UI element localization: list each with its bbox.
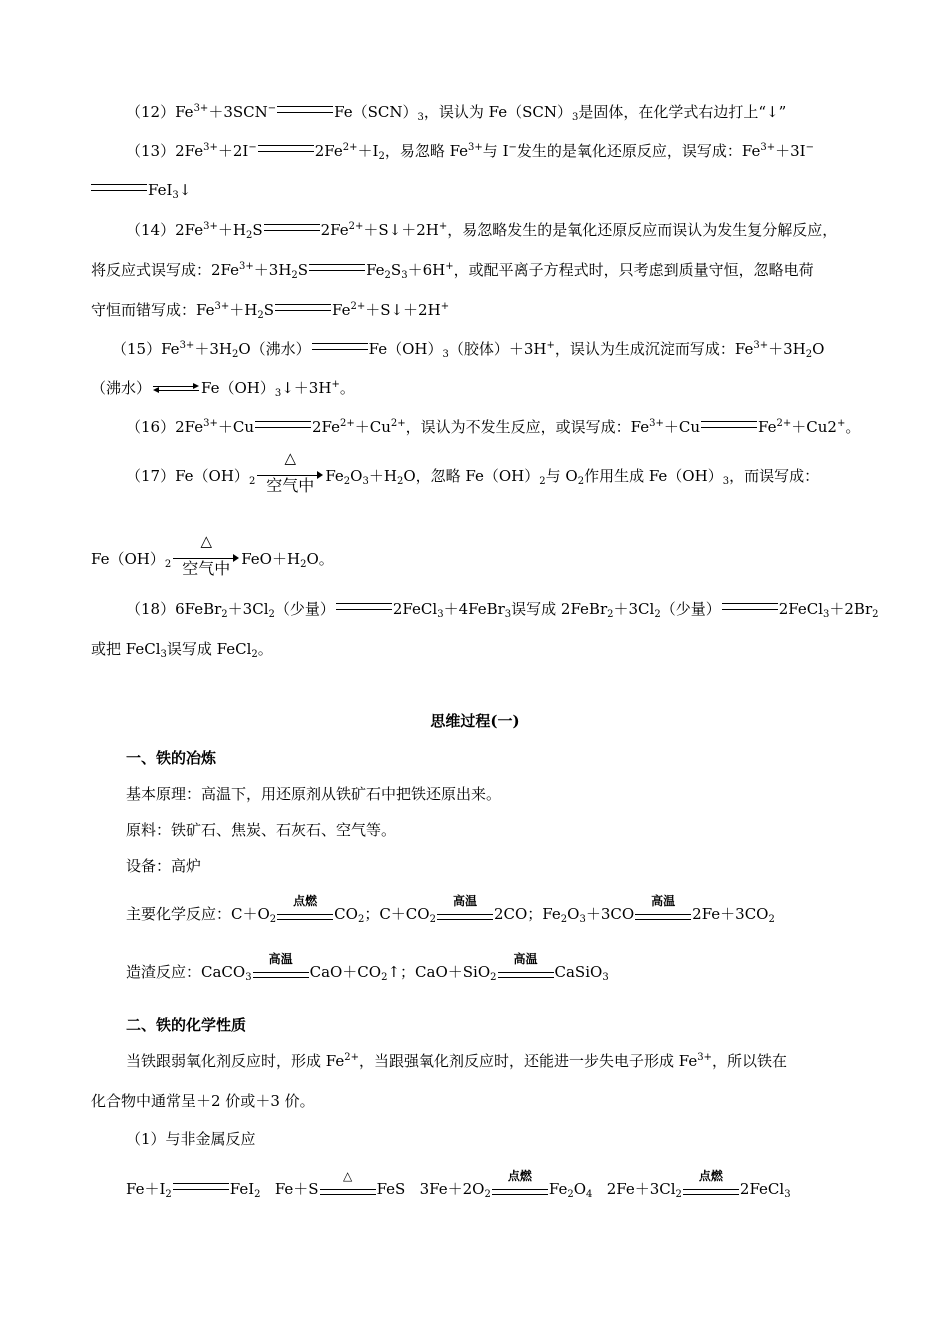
slag-reactions: 造渣反应：CaCO$_3$ 高温 $CaO+CO_2↑$；CaO＋SiO$_2$ 高温 CaSiO$_3$ xyxy=(126,952,609,983)
item-label: （12） xyxy=(126,103,176,121)
main-reactions: 主要化学反应：$C+O_2$ 点燃 $CO_2$；$C+CO_2$ 高温 2CO；$Fe_2O_3+3CO$ 高温 $2Fe+3CO_2$ xyxy=(126,894,775,925)
item-label: （13） xyxy=(126,142,176,160)
item-label: （14） xyxy=(126,221,176,239)
reaction-18-line2: 或把 FeCl$_3$误写成 FeCl$_2$。 xyxy=(91,640,273,660)
reaction-17: $(17)Fe(OH)_2$ △ 空气中 $Fe_2O_3+H_2O$，忽略 $Fe(OH)_2$与 $O_2$作用生成 $Fe(OH)_3$，而误写成： xyxy=(126,449,820,495)
section-1-heading: 一、铁的冶炼 xyxy=(126,749,217,767)
nonmetal-reactions: $Fe+I_2$ FeI$_2$ Fe＋S △ FeS $3Fe+2O_2$ 点燃 $Fe_2O_4$ $2Fe+3Cl_2$ 点燃 2FeCl$_3$ xyxy=(126,1169,791,1200)
reaction-arrow: △ 空气中 xyxy=(173,549,239,569)
item-label: （15） xyxy=(112,340,162,358)
item-label: （16） xyxy=(126,418,176,436)
subsection-nonmetal: （1）与非金属反应 xyxy=(126,1130,256,1148)
section-2-intro: 当铁跟弱氧化剂反应时，形成 $Fe^{2+}$，当跟强氧化剂反应时，还能进一步失电子形成 $Fe^{3+}$，所以铁在 xyxy=(126,1052,787,1070)
item-label: （17） xyxy=(126,467,176,485)
principle-text: 基本原理：高温下，用还原剂从铁矿石中把铁还原出来。 xyxy=(126,785,502,803)
reaction-14: $(14)2Fe^{3+}+H_2S$ $2Fe^{2+}+S↓+2H^+$，易忽略发生的是氧化还原反应而误认为发生复分解反应， xyxy=(126,221,838,241)
reaction-12: $(12)Fe^{3+}+3SCN^-$ $Fe(SCN)_3$，误认为 $Fe(SCN)_3$是固体，在化学式右边打上“↓” xyxy=(126,103,787,123)
reaction-18: $(18)6FeBr_2+3Cl_2$（少量） 2FeCl$_3$＋4FeBr$_3$误写成 $2FeBr_2+3Cl_2$（少量） $2FeCl_3+2Br_2$ xyxy=(126,600,879,620)
reaction-14-line2: 将反应式误写成：$2Fe^{3+}+3H_2S$ $Fe_2S_3+6H^+$，或配平离子方程式时，只考虑到质量守恒，忽略电荷 xyxy=(91,261,814,281)
section-2-intro-line2: 化合物中通常呈＋2 价或＋3 价。 xyxy=(91,1092,315,1110)
equipment-text: 设备：高炉 xyxy=(126,857,202,875)
reaction-13-cont: FeI$_3$↓ xyxy=(91,180,191,200)
materials-text: 原料：铁矿石、焦炭、石灰石、空气等。 xyxy=(126,821,397,839)
reaction-15: $(15)Fe^{3+}+3H_2O$（沸水） $Fe(OH)_3$（胶体）＋3H+，误认为生成沉淀而写成：$Fe^{3+}+3H_2O$ xyxy=(112,340,825,360)
section-2-heading: 二、铁的化学性质 xyxy=(126,1016,247,1034)
section-title: 思维过程(一) xyxy=(430,712,520,730)
item-label: （18） xyxy=(126,600,176,618)
reaction-17-cont: $Fe(OH)_2$ △ 空气中 $FeO+H_2O$。 xyxy=(91,532,334,578)
reaction-14-line3: 守恒而错写成：$Fe^{3+}+H_2S$ $Fe^{2+}+S↓+2H^+$ xyxy=(91,301,450,321)
reaction-arrow: △ 空气中 xyxy=(257,466,323,486)
reversible-arrow xyxy=(153,378,199,398)
reaction-13: $(13)2Fe^{3+}+2I^-$ $2Fe^{2+}+I_2$，易忽略 $Fe^{3+}$与 I−发生的是氧化还原反应，误写成：$Fe^{3+}+3I^-$ xyxy=(126,142,814,162)
reaction-16: $(16)2Fe^{3+}+Cu$ $2Fe^{2+}+Cu^{2+}$，误认为不发生反应，或误写成：$Fe^{3+}+Cu$ $Fe^{2+}+Cu2^+$。 xyxy=(126,418,861,436)
reaction-15-cont: （沸水） $Fe(OH)_3↓+3H^+$。 xyxy=(91,379,355,399)
